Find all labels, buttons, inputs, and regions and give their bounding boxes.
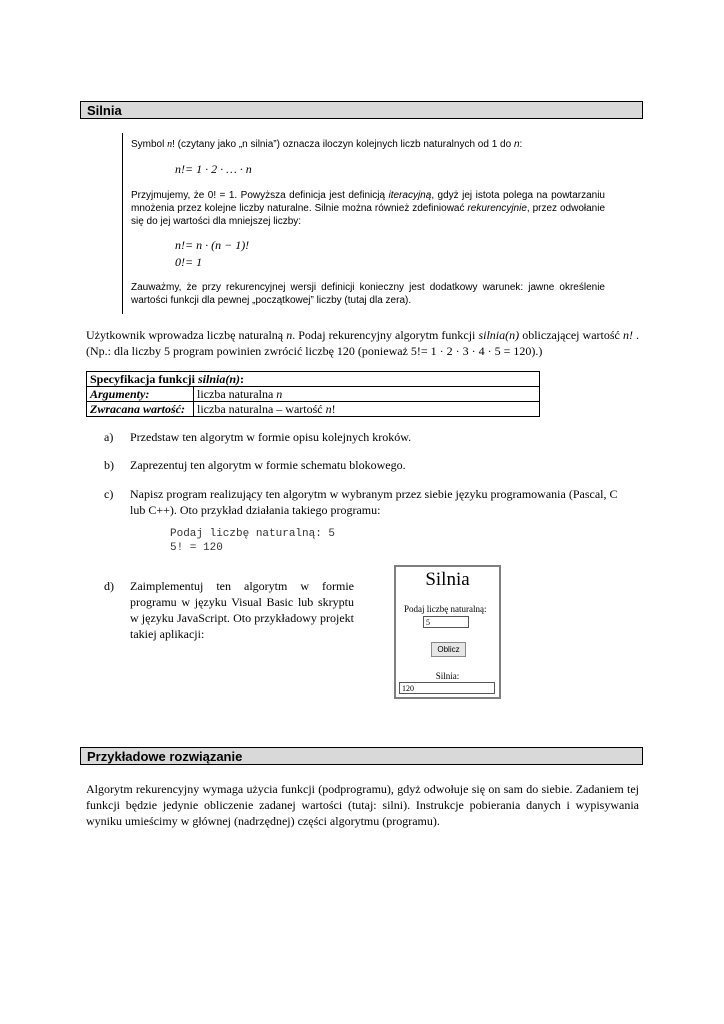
formula-base: 0!= 1 xyxy=(175,255,203,269)
spec-header: Specyfikacja funkcji silnia(n): xyxy=(87,372,540,387)
section-title: Silnia xyxy=(87,103,122,118)
spec-value-arguments: liczba naturalna n xyxy=(194,387,540,402)
task-description: Użytkownik wprowadza liczbę naturalną n. Podaj rekurencyjny algorytm funkcji silnia(n) obliczającej wartość n! . (Np.: dla liczby 5 program powinien zwrócić liczbę 120 (ponieważ 5!= 1 · 2 · 3 · 4 · 5 = 120).) xyxy=(86,328,640,358)
task-c-label: c) xyxy=(104,487,114,501)
table-row xyxy=(87,387,540,402)
result-field[interactable]: 120 xyxy=(399,682,495,694)
section-header-solution xyxy=(80,747,643,765)
task-a-label: a) xyxy=(104,430,114,444)
section-title: Przykładowe rozwiązanie xyxy=(87,749,243,764)
section-header-silnia xyxy=(80,101,643,119)
app-title: Silnia xyxy=(425,569,470,590)
task-d-text: Zaimplementuj ten algorytm w formie programu w języku Visual Basic lub skryptu w języku JavaScript. Oto przykładowy projekt takiej aplikacji: xyxy=(130,579,354,641)
task-b-text: Zaprezentuj ten algorytm w formie schematu blokowego. xyxy=(130,458,406,472)
note-line1: Symbol n! (czytany jako „n silnia”) oznacza iloczyn kolejnych liczb naturalnych od 1 do n: xyxy=(131,139,523,150)
app-input-label: Podaj liczbę naturalną: xyxy=(404,604,487,614)
app-output-label: Silnia: xyxy=(435,671,460,681)
console-line: 5! = 120 xyxy=(170,542,223,554)
formula-iterative: n!= 1 · 2 · … · n xyxy=(175,162,252,176)
list-item xyxy=(104,429,634,445)
spec-value-return: liczba naturalna – wartość n! xyxy=(194,402,540,417)
number-input[interactable]: 5 xyxy=(423,616,469,628)
example-app-window xyxy=(394,565,501,699)
note-paragraph-3: Zauważmy, że przy rekurencyjnej wersji definicji konieczny jest dodatkowy warunek: jawne określenie wartości funkcji dla pewnej „początkowej” liczby (tutaj dla zera). xyxy=(131,282,605,306)
note-paragraph-2: Przyjmujemy, że 0! = 1. Powyższa definicja jest definicją iteracyjną, gdyż jej istota polega na powtarzaniu mnożenia przez kolejne liczby naturalne. Silnie można również zdefiniować rekurencyjnie, przez odwołanie się do jej wartości dla mniejszej liczby: xyxy=(131,190,606,227)
calculate-button[interactable]: Oblicz xyxy=(431,642,466,657)
task-d-label: d) xyxy=(104,579,114,593)
task-a-text: Przedstaw ten algorytm w formie opisu kolejnych kroków. xyxy=(130,430,412,444)
spec-label-return: Zwracana wartość: xyxy=(87,402,194,417)
list-item xyxy=(104,457,634,473)
list-item xyxy=(104,578,354,642)
definition-note xyxy=(122,133,605,314)
formula-recursive: n!= n · (n − 1)! xyxy=(175,238,250,252)
console-line: Podaj liczbę naturalną: 5 xyxy=(170,528,336,540)
spec-label-arguments: Argumenty: xyxy=(87,387,194,402)
specification-table xyxy=(86,371,540,417)
console-output xyxy=(170,527,335,555)
task-b-label: b) xyxy=(104,458,114,472)
table-row xyxy=(87,372,540,387)
task-c-text: Napisz program realizujący ten algorytm w wybranym przez siebie języku programowania (Pascal, C lub C++). Oto przykład działania takiego programu: xyxy=(130,487,618,517)
list-item xyxy=(104,486,634,518)
table-row xyxy=(87,402,540,417)
solution-paragraph: Algorytm rekurencyjny wymaga użycia funkcji (podprogramu), gdyż odwołuje się on sam do siebie. Zadaniem tej funkcji będzie jedynie obliczenie zadanej wartości (tutaj: silni). Instrukcje pobierania danych i wypisywania wyniku umieścimy w głównej (nadrzędnej) części algorytmu (programu). xyxy=(86,782,639,828)
